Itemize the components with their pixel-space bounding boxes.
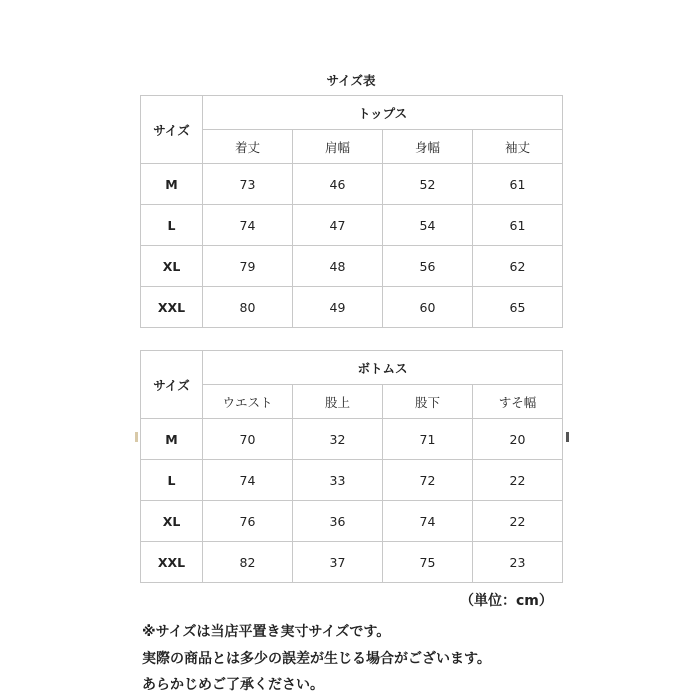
tops-group-label: トップス	[203, 96, 563, 130]
tops-size-table	[140, 95, 563, 328]
table-cell: 61	[473, 164, 563, 205]
table-cell: 72	[383, 460, 473, 501]
size-label: M	[141, 419, 203, 460]
bottoms-corner-label: サイズ	[141, 351, 203, 419]
table-cell: 79	[203, 246, 293, 287]
bottoms-column-header: 股上	[293, 385, 383, 419]
note-line: 実際の商品とは多少の誤差が生じる場合がございます。	[142, 650, 491, 667]
table-cell: 33	[293, 460, 383, 501]
size-label: L	[141, 205, 203, 246]
table-cell: 75	[383, 542, 473, 583]
table-cell: 46	[293, 164, 383, 205]
tops-column-header: 身幅	[383, 130, 473, 164]
table-row	[141, 542, 563, 583]
table-cell: 22	[473, 460, 563, 501]
size-notes	[142, 619, 491, 699]
table-cell: 47	[293, 205, 383, 246]
bottoms-column-header: ウエスト	[203, 385, 293, 419]
table-cell: 65	[473, 287, 563, 328]
table-row	[141, 460, 563, 501]
size-label: M	[141, 164, 203, 205]
table-cell: 80	[203, 287, 293, 328]
table-cell: 22	[473, 501, 563, 542]
tops-column-header: 袖丈	[473, 130, 563, 164]
table-cell: 60	[383, 287, 473, 328]
table-cell: 20	[473, 419, 563, 460]
tops-corner-label: サイズ	[141, 96, 203, 164]
stray-mark-left	[135, 432, 138, 442]
table-row	[141, 287, 563, 328]
table-cell: 73	[203, 164, 293, 205]
table-cell: 36	[293, 501, 383, 542]
bottoms-column-header: 股下	[383, 385, 473, 419]
table-row	[141, 501, 563, 542]
table-cell: 37	[293, 542, 383, 583]
table-row	[141, 164, 563, 205]
size-label: XL	[141, 246, 203, 287]
table-cell: 74	[203, 460, 293, 501]
table-cell: 49	[293, 287, 383, 328]
size-label: XXL	[141, 287, 203, 328]
bottoms-group-label: ボトムス	[203, 351, 563, 385]
stray-mark-right	[566, 432, 569, 442]
table-cell: 48	[293, 246, 383, 287]
table-cell: 70	[203, 419, 293, 460]
table-cell: 82	[203, 542, 293, 583]
table-cell: 52	[383, 164, 473, 205]
table-cell: 62	[473, 246, 563, 287]
bottoms-size-table	[140, 350, 563, 583]
table-cell: 74	[203, 205, 293, 246]
bottoms-column-header: すそ幅	[473, 385, 563, 419]
tops-column-header: 肩幅	[293, 130, 383, 164]
table-row	[141, 419, 563, 460]
size-label: L	[141, 460, 203, 501]
tops-column-header: 着丈	[203, 130, 293, 164]
table-row	[141, 246, 563, 287]
note-line: あらかじめご了承ください。	[142, 677, 324, 693]
table-cell: 76	[203, 501, 293, 542]
size-chart-title: サイズ表	[326, 73, 376, 88]
table-cell: 23	[473, 542, 563, 583]
size-label: XL	[141, 501, 203, 542]
table-cell: 56	[383, 246, 473, 287]
note-line: ※サイズは当店平置き実寸サイズです。	[142, 624, 391, 640]
table-cell: 71	[383, 419, 473, 460]
table-cell: 54	[383, 205, 473, 246]
table-row	[141, 205, 563, 246]
size-label: XXL	[141, 542, 203, 583]
table-cell: 61	[473, 205, 563, 246]
unit-note: （単位：cm）	[460, 593, 553, 609]
table-cell: 74	[383, 501, 473, 542]
table-cell: 32	[293, 419, 383, 460]
